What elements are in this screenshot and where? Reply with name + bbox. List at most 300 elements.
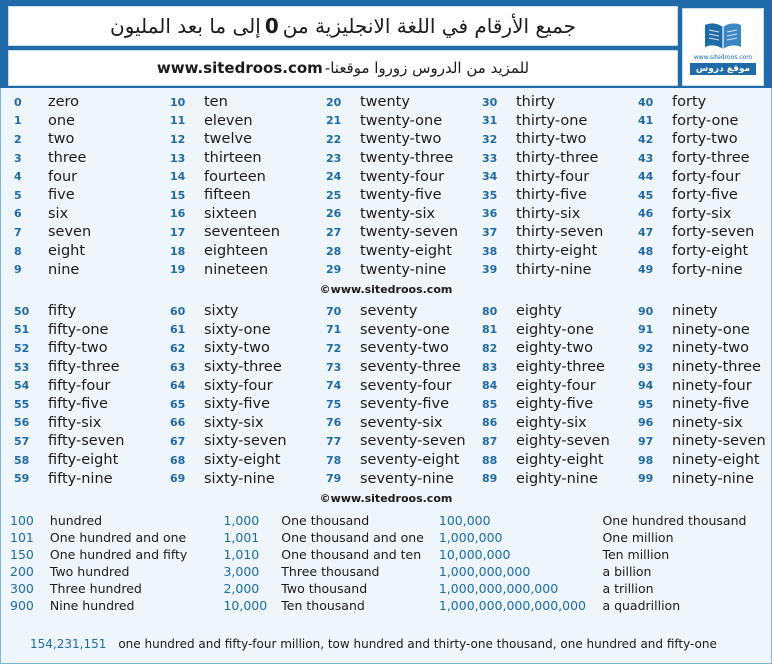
number-row xyxy=(0,130,156,149)
number-row xyxy=(156,112,312,131)
number-digit: 1 xyxy=(14,114,22,128)
number-row xyxy=(312,339,468,358)
number-digit: 70 xyxy=(326,304,342,318)
number-word: thirty-five xyxy=(516,187,587,204)
big-number: 300 xyxy=(10,581,34,596)
number-word: forty-four xyxy=(672,168,741,185)
number-word: eighty-four xyxy=(516,377,596,394)
number-digit: 57 xyxy=(14,434,30,448)
number-row xyxy=(468,130,624,149)
number-row xyxy=(624,223,772,242)
number-row xyxy=(624,432,772,451)
large-number-row xyxy=(0,546,772,563)
number-row xyxy=(312,130,468,149)
number-row xyxy=(312,451,468,470)
number-row xyxy=(156,469,312,488)
number-word: thirteen xyxy=(204,150,262,167)
number-row xyxy=(0,260,156,279)
number-row xyxy=(624,451,772,470)
number-digit: 83 xyxy=(482,360,498,374)
number-word: eighty-one xyxy=(516,321,594,338)
number-digit: 30 xyxy=(482,95,498,109)
number-row xyxy=(0,302,156,321)
number-word: ninety-six xyxy=(672,414,743,431)
subtitle-dash: - xyxy=(324,59,331,77)
big-number: 1,000,000 xyxy=(438,530,503,545)
number-digit: 23 xyxy=(326,151,342,165)
number-row xyxy=(468,149,624,168)
number-column xyxy=(156,302,312,488)
number-row xyxy=(468,451,624,470)
number-digit: 77 xyxy=(326,434,342,448)
number-row xyxy=(312,223,468,242)
number-digit: 24 xyxy=(326,170,342,184)
number-word: sixty-one xyxy=(204,321,271,338)
number-digit: 28 xyxy=(326,244,342,258)
number-row xyxy=(624,186,772,205)
number-column xyxy=(312,302,468,488)
large-number-row xyxy=(0,563,772,580)
number-column xyxy=(312,93,468,279)
number-word: zero xyxy=(48,94,80,111)
big-number-word: One thousand and one xyxy=(281,530,424,545)
number-row xyxy=(468,242,624,261)
number-row xyxy=(312,395,468,414)
number-row xyxy=(0,376,156,395)
number-word: seventy-eight xyxy=(360,452,460,469)
number-digit: 29 xyxy=(326,263,342,277)
number-row xyxy=(156,376,312,395)
number-digit: 84 xyxy=(482,379,498,393)
number-digit: 7 xyxy=(14,225,22,239)
number-word: seventy-two xyxy=(360,340,449,357)
number-digit: 27 xyxy=(326,225,342,239)
number-word: forty-seven xyxy=(672,224,755,241)
big-number-word: Ten million xyxy=(602,547,670,562)
number-row xyxy=(156,149,312,168)
number-row xyxy=(0,358,156,377)
number-row xyxy=(624,339,772,358)
number-row xyxy=(312,469,468,488)
number-word: thirty-three xyxy=(516,150,599,167)
number-row xyxy=(156,167,312,186)
number-word: fifty-five xyxy=(48,396,108,413)
number-word: twenty-five xyxy=(360,187,442,204)
book-icon xyxy=(702,19,744,53)
big-number-word: Three hundred xyxy=(49,581,142,596)
number-digit: 11 xyxy=(170,114,186,128)
title-zero: 0 xyxy=(264,14,279,38)
number-digit: 66 xyxy=(170,416,186,430)
number-digit: 8 xyxy=(14,244,22,258)
number-word: eighty-eight xyxy=(516,452,604,469)
number-digit: 12 xyxy=(170,132,186,146)
number-row xyxy=(0,395,156,414)
number-row xyxy=(624,302,772,321)
number-word: sixteen xyxy=(204,205,257,222)
number-digit: 82 xyxy=(482,341,498,355)
number-row xyxy=(624,112,772,131)
number-row xyxy=(0,242,156,261)
number-digit: 61 xyxy=(170,323,186,337)
number-row xyxy=(468,260,624,279)
number-digit: 86 xyxy=(482,416,498,430)
number-word: ninety xyxy=(672,303,718,320)
large-number-row xyxy=(0,580,772,597)
copyright-bottom: ©www.sitedroos.com xyxy=(319,492,453,505)
number-row xyxy=(312,302,468,321)
number-digit: 94 xyxy=(638,379,654,393)
number-word: twenty-eight xyxy=(360,243,452,260)
number-row xyxy=(156,414,312,433)
big-number: 1,010 xyxy=(223,547,260,562)
number-digit: 52 xyxy=(14,341,30,355)
number-digit: 41 xyxy=(638,114,654,128)
big-number: 3,000 xyxy=(223,564,260,579)
number-word: five xyxy=(48,187,75,204)
big-number-word: Three thousand xyxy=(281,564,380,579)
number-word: forty-six xyxy=(672,205,732,222)
number-column xyxy=(624,93,772,279)
number-digit: 31 xyxy=(482,114,498,128)
number-digit: 46 xyxy=(638,207,654,221)
number-row xyxy=(0,451,156,470)
number-word: twenty-seven xyxy=(360,224,459,241)
big-number: 1,000,000,000 xyxy=(438,564,531,579)
header-banner xyxy=(0,0,772,88)
number-word: ninety-seven xyxy=(672,433,766,450)
number-word: nine xyxy=(48,261,80,278)
number-digit: 95 xyxy=(638,397,654,411)
number-digit: 5 xyxy=(14,188,22,202)
numbers-grid-top xyxy=(0,93,772,279)
number-digit: 93 xyxy=(638,360,654,374)
number-word: eighteen xyxy=(204,243,269,260)
number-row xyxy=(312,432,468,451)
number-digit: 59 xyxy=(14,472,30,486)
number-row xyxy=(312,149,468,168)
number-word: forty-nine xyxy=(672,261,743,278)
numbers-grid-bottom xyxy=(0,302,772,488)
number-digit: 72 xyxy=(326,341,342,355)
number-digit: 2 xyxy=(14,132,22,146)
number-digit: 9 xyxy=(14,263,22,277)
number-digit: 76 xyxy=(326,416,342,430)
number-row xyxy=(312,376,468,395)
number-word: twenty-six xyxy=(360,205,436,222)
number-word: thirty-nine xyxy=(516,261,592,278)
number-word: thirty-four xyxy=(516,168,590,185)
number-digit: 81 xyxy=(482,323,498,337)
number-word: seventeen xyxy=(204,224,280,241)
number-digit: 43 xyxy=(638,151,654,165)
number-word: three xyxy=(48,150,87,167)
number-word: twenty-two xyxy=(360,131,442,148)
number-word: twelve xyxy=(204,131,252,148)
number-digit: 6 xyxy=(14,207,22,221)
subtitle-text: للمزيد من الدروس زوروا موقعنا xyxy=(330,59,530,77)
number-row xyxy=(0,205,156,224)
number-digit: 19 xyxy=(170,263,186,277)
number-word: two xyxy=(48,131,75,148)
number-word: twenty-one xyxy=(360,112,443,129)
site-logo xyxy=(682,8,764,86)
number-word: fifty-eight xyxy=(48,452,119,469)
logo-site-text: www.sitedroos.com xyxy=(693,54,753,61)
number-row xyxy=(624,260,772,279)
big-number: 1,000,000,000,000,000 xyxy=(438,598,586,613)
number-row xyxy=(312,321,468,340)
big-number: 100,000 xyxy=(438,513,491,528)
number-word: eighty xyxy=(516,303,562,320)
number-row xyxy=(156,260,312,279)
number-digit: 68 xyxy=(170,453,186,467)
number-word: ninety-five xyxy=(672,396,750,413)
big-number: 10,000,000 xyxy=(438,547,511,562)
number-word: ninety-three xyxy=(672,359,761,376)
number-digit: 22 xyxy=(326,132,342,146)
number-row xyxy=(0,149,156,168)
number-word: sixty-three xyxy=(204,359,282,376)
large-number-row xyxy=(0,529,772,546)
number-row xyxy=(624,376,772,395)
big-number: 200 xyxy=(10,564,34,579)
number-digit: 69 xyxy=(170,472,186,486)
number-digit: 73 xyxy=(326,360,342,374)
number-digit: 74 xyxy=(326,379,342,393)
number-word: eleven xyxy=(204,112,253,129)
number-digit: 78 xyxy=(326,453,342,467)
number-word: fifteen xyxy=(204,187,251,204)
big-number-word: Nine hundred xyxy=(49,598,135,613)
number-row xyxy=(468,358,624,377)
number-digit: 62 xyxy=(170,341,186,355)
number-word: fifty-two xyxy=(48,340,108,357)
number-digit: 34 xyxy=(482,170,498,184)
number-row xyxy=(0,223,156,242)
number-row xyxy=(468,414,624,433)
number-digit: 75 xyxy=(326,397,342,411)
number-word: forty-one xyxy=(672,112,739,129)
big-number-word: Two hundred xyxy=(49,564,130,579)
number-digit: 92 xyxy=(638,341,654,355)
number-word: fifty-nine xyxy=(48,470,113,487)
number-digit: 40 xyxy=(638,95,654,109)
number-column xyxy=(624,302,772,488)
number-digit: 98 xyxy=(638,453,654,467)
number-row xyxy=(468,302,624,321)
number-row xyxy=(0,93,156,112)
number-word: sixty-four xyxy=(204,377,273,394)
number-word: nineteen xyxy=(204,261,269,278)
number-word: four xyxy=(48,168,78,185)
number-word: sixty-five xyxy=(204,396,271,413)
number-word: forty-five xyxy=(672,187,738,204)
number-row xyxy=(312,93,468,112)
number-digit: 87 xyxy=(482,434,498,448)
number-row xyxy=(312,414,468,433)
number-word: thirty-one xyxy=(516,112,588,129)
number-word: fifty-three xyxy=(48,359,120,376)
footer-example xyxy=(0,636,772,652)
number-digit: 67 xyxy=(170,434,186,448)
number-digit: 71 xyxy=(326,323,342,337)
number-digit: 26 xyxy=(326,207,342,221)
number-column xyxy=(0,93,156,279)
big-number: 150 xyxy=(10,547,34,562)
number-row xyxy=(468,339,624,358)
big-number: 100 xyxy=(10,513,34,528)
number-row xyxy=(468,376,624,395)
number-word: ninety-two xyxy=(672,340,749,357)
site-link[interactable]: www.sitedroos.com xyxy=(156,59,323,77)
number-row xyxy=(624,358,772,377)
number-digit: 85 xyxy=(482,397,498,411)
number-word: eighty-three xyxy=(516,359,605,376)
number-digit: 21 xyxy=(326,114,342,128)
number-row xyxy=(468,186,624,205)
number-word: ninety-eight xyxy=(672,452,760,469)
number-digit: 90 xyxy=(638,304,654,318)
number-digit: 33 xyxy=(482,151,498,165)
number-word: eighty-seven xyxy=(516,433,610,450)
number-digit: 36 xyxy=(482,207,498,221)
number-column xyxy=(0,302,156,488)
number-row xyxy=(156,186,312,205)
number-digit: 96 xyxy=(638,416,654,430)
number-word: thirty-eight xyxy=(516,243,598,260)
number-row xyxy=(624,130,772,149)
footer-text: one hundred and fifty-four million, tow hundred and thirty-one thousand, one hundred and fifty-one xyxy=(118,637,717,651)
number-word: seventy-six xyxy=(360,414,443,431)
number-word: seventy-one xyxy=(360,321,450,338)
number-word: eighty-nine xyxy=(516,470,598,487)
number-digit: 88 xyxy=(482,453,498,467)
number-row xyxy=(0,469,156,488)
big-number-word: hundred xyxy=(49,513,103,528)
title-before: جميع الأرقام في اللغة الانجليزية من xyxy=(282,14,577,38)
number-digit: 35 xyxy=(482,188,498,202)
number-row xyxy=(312,205,468,224)
big-number: 10,000 xyxy=(223,598,268,613)
number-row xyxy=(0,186,156,205)
number-word: six xyxy=(48,205,69,222)
number-word: forty-eight xyxy=(672,243,749,260)
number-digit: 58 xyxy=(14,453,30,467)
number-digit: 25 xyxy=(326,188,342,202)
number-row xyxy=(156,242,312,261)
number-word: fifty-one xyxy=(48,321,109,338)
number-row xyxy=(468,321,624,340)
number-digit: 17 xyxy=(170,225,186,239)
number-digit: 4 xyxy=(14,170,22,184)
number-row xyxy=(0,432,156,451)
number-row xyxy=(468,167,624,186)
number-column xyxy=(468,93,624,279)
number-digit: 16 xyxy=(170,207,186,221)
big-number: 1,001 xyxy=(223,530,260,545)
number-word: seventy xyxy=(360,303,418,320)
number-row xyxy=(624,242,772,261)
number-row xyxy=(468,395,624,414)
number-word: ninety-nine xyxy=(672,470,754,487)
number-word: forty-two xyxy=(672,131,738,148)
number-row xyxy=(312,260,468,279)
number-digit: 49 xyxy=(638,263,654,277)
number-row xyxy=(156,223,312,242)
number-row xyxy=(0,112,156,131)
number-word: fifty-seven xyxy=(48,433,125,450)
large-numbers-table xyxy=(0,512,772,614)
big-number-word: One thousand xyxy=(281,513,370,528)
number-digit: 65 xyxy=(170,397,186,411)
large-number-row xyxy=(0,597,772,614)
big-number-word: One hundred and one xyxy=(49,530,187,545)
number-word: twenty-nine xyxy=(360,261,447,278)
number-row xyxy=(468,432,624,451)
footer-number: 154,231,151 xyxy=(30,637,107,651)
number-word: eighty-five xyxy=(516,396,594,413)
number-word: thirty-six xyxy=(516,205,581,222)
number-digit: 38 xyxy=(482,244,498,258)
subtitle-bar xyxy=(8,50,678,86)
number-row xyxy=(624,395,772,414)
number-digit: 20 xyxy=(326,95,342,109)
number-word: seventy-four xyxy=(360,377,452,394)
number-digit: 37 xyxy=(482,225,498,239)
big-number: 1,000 xyxy=(223,513,260,528)
big-number-word: One hundred and fifty xyxy=(49,547,188,562)
number-row xyxy=(0,167,156,186)
number-word: thirty-two xyxy=(516,131,587,148)
number-digit: 56 xyxy=(14,416,30,430)
number-row xyxy=(468,93,624,112)
big-number-word: a trillion xyxy=(602,581,654,596)
number-row xyxy=(312,186,468,205)
number-row xyxy=(312,358,468,377)
number-digit: 48 xyxy=(638,244,654,258)
number-digit: 15 xyxy=(170,188,186,202)
number-row xyxy=(468,223,624,242)
big-number: 1,000,000,000,000 xyxy=(438,581,559,596)
number-word: sixty xyxy=(204,303,239,320)
number-digit: 39 xyxy=(482,263,498,277)
number-row xyxy=(468,469,624,488)
big-number-word: Two thousand xyxy=(281,581,368,596)
big-number: 2,000 xyxy=(223,581,260,596)
number-digit: 80 xyxy=(482,304,498,318)
number-word: sixty-nine xyxy=(204,470,275,487)
big-number-word: One hundred thousand xyxy=(602,513,747,528)
big-number-word: a quadrillion xyxy=(602,598,681,613)
number-row xyxy=(468,205,624,224)
number-word: ninety-one xyxy=(672,321,750,338)
big-number: 900 xyxy=(10,598,34,613)
number-row xyxy=(156,358,312,377)
number-word: sixty-six xyxy=(204,414,264,431)
number-digit: 60 xyxy=(170,304,186,318)
number-word: twenty-three xyxy=(360,150,454,167)
number-word: fifty-six xyxy=(48,414,102,431)
number-row xyxy=(156,395,312,414)
number-row xyxy=(156,339,312,358)
number-word: eighty-six xyxy=(516,414,587,431)
number-digit: 97 xyxy=(638,434,654,448)
number-word: seventy-nine xyxy=(360,470,454,487)
number-word: eighty-two xyxy=(516,340,594,357)
number-row xyxy=(0,321,156,340)
number-row xyxy=(624,469,772,488)
